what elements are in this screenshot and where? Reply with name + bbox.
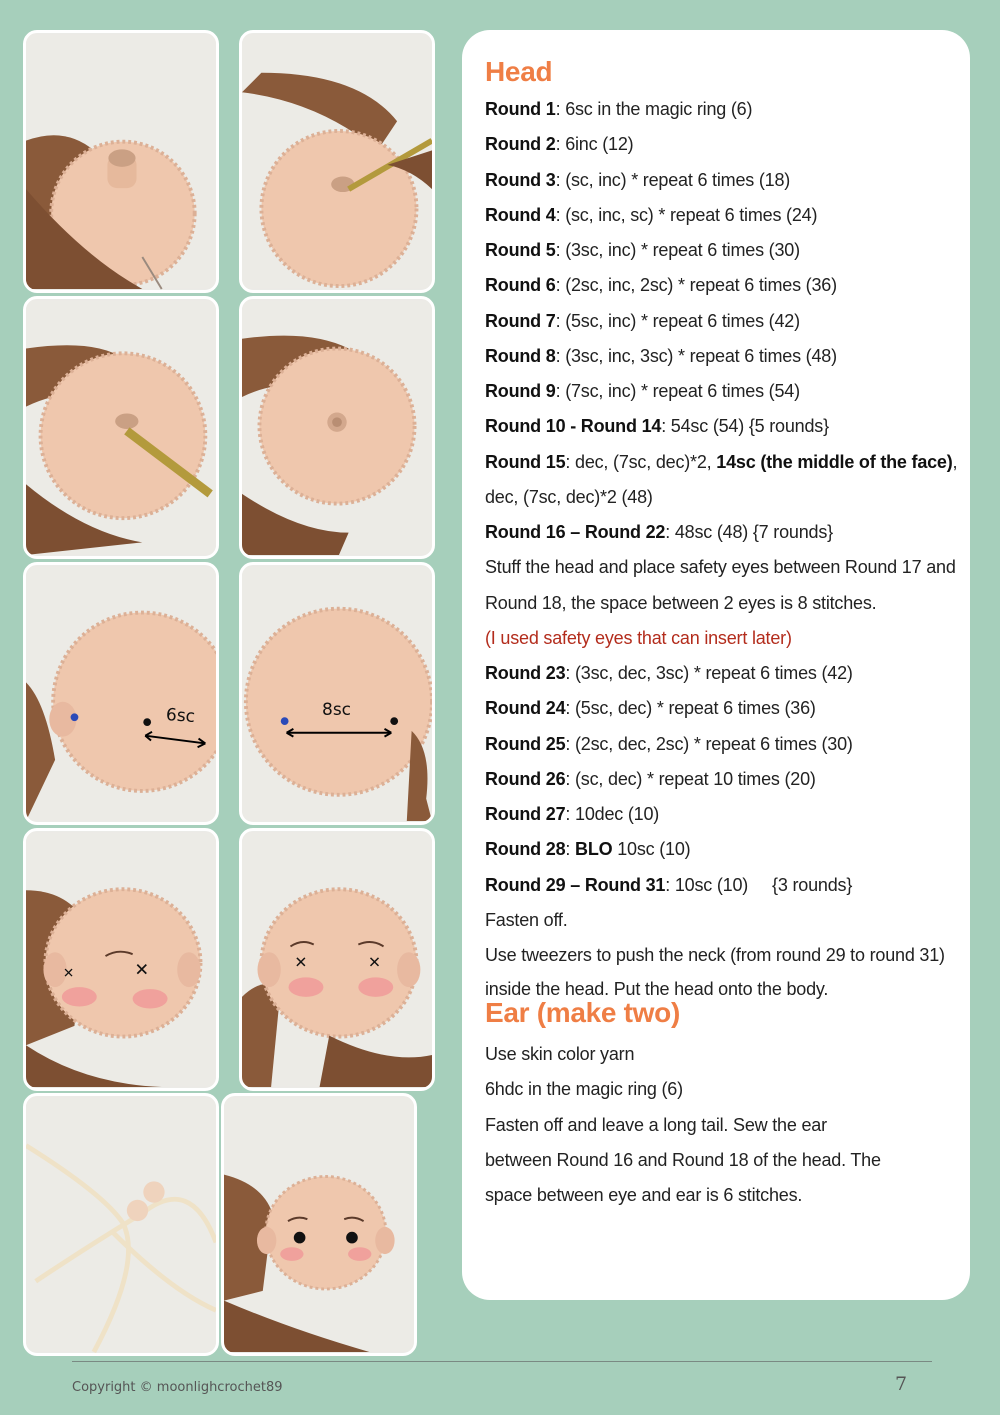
- annotation-8sc: 8sc: [322, 700, 352, 720]
- round-text: : dec, (7sc, dec)*2,: [565, 451, 717, 472]
- round-label: Round 25: [485, 733, 566, 754]
- round-label: Round 27: [485, 804, 566, 824]
- photo-image: [242, 33, 432, 290]
- finish-instruction: Use tweezers to push the neck (from round 29 to round 31): [485, 945, 945, 965]
- round-line: [485, 727, 960, 762]
- photo-head-top-4: [239, 296, 435, 559]
- round-label: Round 3: [485, 169, 556, 190]
- photo-head-face-2: [239, 828, 435, 1091]
- stuff-instruction: Stuff the head and place safety eyes between Round 17 and: [485, 557, 956, 578]
- head-section-title: Head: [485, 56, 553, 87]
- safety-eyes-note: (I used safety eyes that can insert later): [485, 627, 792, 648]
- stuff-instruction: Round 18, the space between 2 eyes is 8 stitches.: [485, 592, 877, 613]
- round-text: : (3sc, dec, 3sc) * repeat 6 times (42): [565, 663, 853, 683]
- round-text: : (5sc, dec) * repeat 6 times (36): [565, 698, 816, 719]
- round-text: : (sc, inc, sc) * repeat 6 times (24): [555, 204, 818, 225]
- ear-instruction: 6hdc in the magic ring (6): [485, 1079, 683, 1100]
- photo-head-top-3: [23, 296, 219, 559]
- round-label: Round 9: [485, 381, 556, 401]
- svg-text:✕: ✕: [62, 965, 75, 982]
- round-line: [485, 832, 960, 867]
- round-label: Round 15: [485, 451, 566, 472]
- ear-instruction: between Round 16 and Round 18 of the head. The: [485, 1149, 881, 1170]
- photo-image: [26, 299, 216, 556]
- ear-instruction: Fasten off and leave a long tail. Sew the ear: [485, 1114, 827, 1135]
- round-text: : 54sc (54) {5 rounds}: [661, 416, 829, 437]
- round-line: [485, 304, 960, 339]
- photo-image: [26, 565, 216, 822]
- round-label: Round 29 – Round 31: [485, 874, 666, 895]
- round-line: [485, 762, 960, 797]
- face-middle-highlight: 14sc (the middle of the face): [716, 451, 953, 472]
- round-text: : (2sc, inc, 2sc) * repeat 6 times (36): [555, 275, 837, 296]
- round-line: [485, 868, 960, 903]
- round-line: [485, 127, 960, 162]
- photo-head-side-eyes: [23, 562, 219, 825]
- annotation-6sc: 6sc: [165, 705, 196, 727]
- finish-instruction: inside the head. Put the head onto the body.: [485, 979, 829, 1000]
- round-text: : (3sc, inc, 3sc) * repeat 6 times (48): [555, 345, 837, 366]
- round-label: Round 16 – Round 22: [485, 522, 666, 542]
- footer-divider: [72, 1361, 932, 1362]
- round-label: Round 4: [485, 204, 556, 225]
- round-label: Round 2: [485, 134, 556, 155]
- round-line: [485, 92, 960, 127]
- photo-image: [26, 831, 216, 1088]
- ear-instruction: Use skin color yarn: [485, 1044, 635, 1065]
- round-line: [485, 797, 960, 832]
- round-label: Round 5: [485, 240, 556, 260]
- ear-instructions: [485, 1037, 960, 1213]
- round-label: Round 10 - Round 14: [485, 416, 662, 437]
- round-label: Round 23: [485, 663, 566, 683]
- round-line: [485, 409, 960, 444]
- photo-head-top-2: [239, 30, 435, 293]
- instructions-panel: [462, 30, 970, 1300]
- ear-section-title: Ear (make two): [485, 997, 680, 1029]
- photo-image: [242, 831, 432, 1088]
- copyright-text: Copyright © moonlighcrochet89: [72, 1380, 283, 1395]
- photo-head-top-1: [23, 30, 219, 293]
- round-15-line: [485, 445, 960, 480]
- round-text: : (sc, inc) * repeat 6 times (18): [555, 169, 791, 190]
- photo-image: [224, 1096, 414, 1353]
- photo-head-face-1: [23, 828, 219, 1091]
- round-text: : (3sc, inc) * repeat 6 times (30): [555, 240, 800, 260]
- round-line: [485, 198, 960, 233]
- round-text: : (2sc, dec, 2sc) * repeat 6 times (30): [565, 733, 853, 754]
- page-number: 7: [895, 1373, 908, 1395]
- round-text: : 6sc in the magic ring (6): [555, 99, 753, 119]
- round-line: [485, 163, 960, 198]
- round-text: :: [565, 839, 576, 860]
- round-label: Round 1: [485, 99, 556, 119]
- round-label: Round 6: [485, 275, 556, 296]
- svg-text:✕: ✕: [134, 960, 150, 981]
- round-text: : (7sc, inc) * repeat 6 times (54): [555, 381, 800, 401]
- round-text: ,: [952, 451, 958, 472]
- photo-image: [242, 565, 432, 822]
- round-label: Round 7: [485, 310, 556, 331]
- round-line: [485, 656, 960, 691]
- round-label: Round 28: [485, 839, 566, 860]
- round-text: : (5sc, inc) * repeat 6 times (42): [555, 310, 800, 331]
- round-label: Round 8: [485, 345, 556, 366]
- svg-text:✕: ✕: [294, 953, 308, 972]
- photo-image: [26, 1096, 216, 1353]
- round-15-continuation: dec, (7sc, dec)*2 (48): [485, 486, 653, 507]
- round-text: : (sc, dec) * repeat 10 times (20): [565, 768, 816, 789]
- photo-finished-head: [221, 1093, 417, 1356]
- round-line: [485, 691, 960, 726]
- round-text: 10sc (10): [612, 839, 691, 860]
- round-label: Round 24: [485, 698, 566, 719]
- round-text: : 10dec (10): [565, 804, 660, 824]
- ear-instruction: space between eye and ear is 6 stitches.: [485, 1185, 803, 1205]
- photo-ears-yarn: [23, 1093, 219, 1356]
- photo-image: [26, 33, 216, 290]
- round-text: : 10sc (10) {3 rounds}: [665, 874, 853, 895]
- photo-head-front-eyes: [239, 562, 435, 825]
- finish-instruction: Fasten off.: [485, 909, 568, 930]
- svg-text:✕: ✕: [368, 953, 382, 972]
- round-line: [485, 268, 960, 303]
- round-text: : 6inc (12): [555, 134, 634, 155]
- round-line: [485, 339, 960, 374]
- round-line: [485, 374, 960, 409]
- round-text: : 48sc (48) {7 rounds}: [665, 522, 833, 542]
- photo-image: [242, 299, 432, 556]
- round-label: Round 26: [485, 768, 566, 789]
- round-line: [485, 233, 960, 268]
- round-line: [485, 515, 960, 550]
- blo-label: BLO: [575, 839, 613, 860]
